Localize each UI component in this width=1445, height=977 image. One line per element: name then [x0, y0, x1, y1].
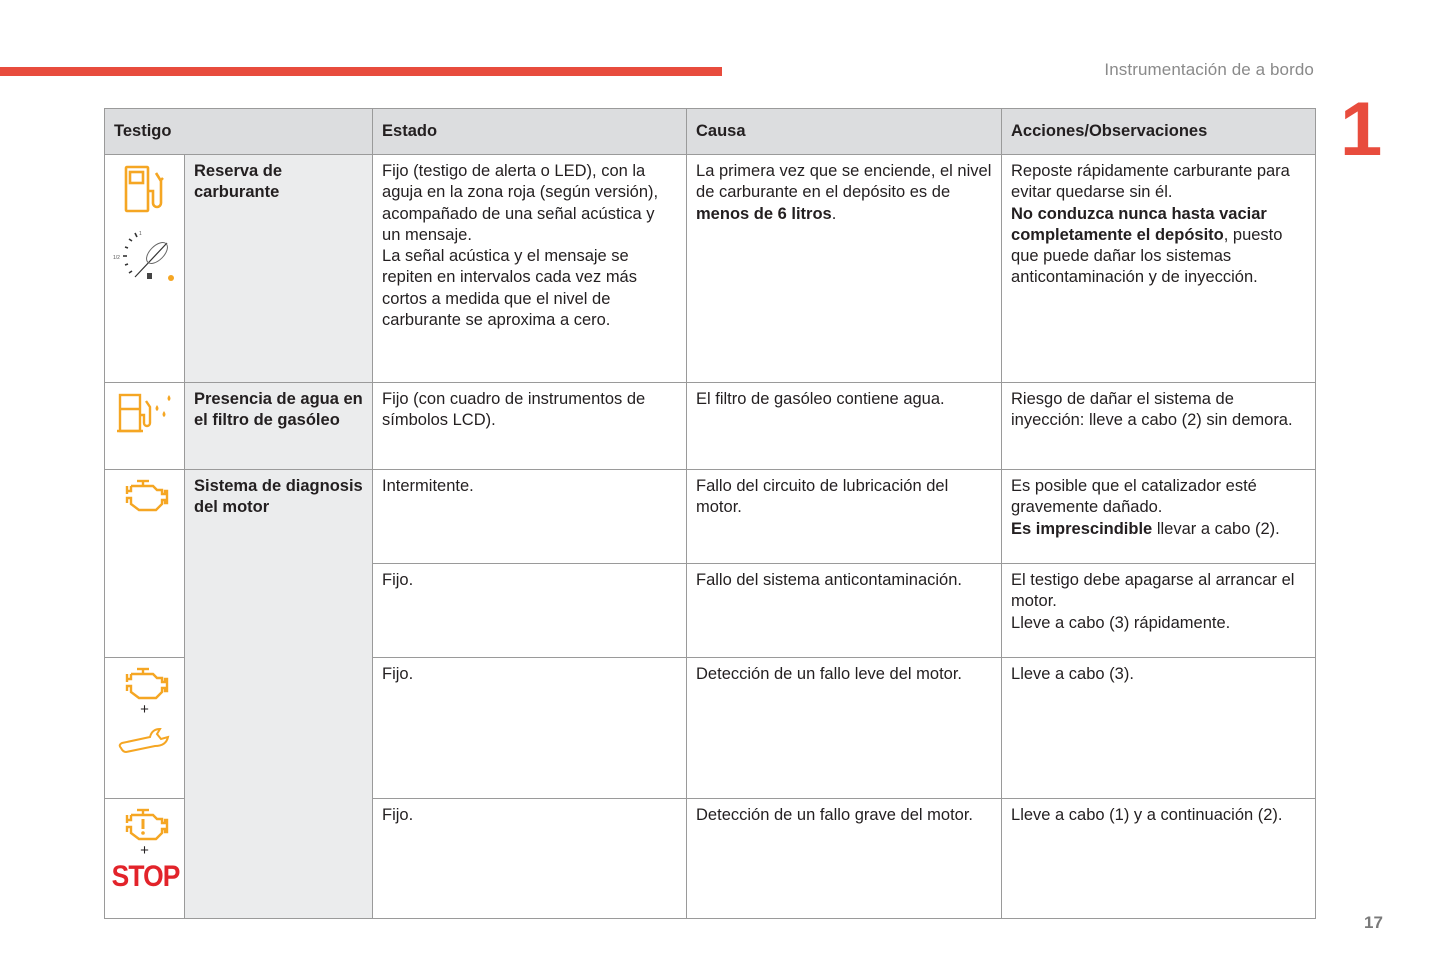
acciones-cell: Lleve a cabo (1) y a continuación (2). [1002, 799, 1316, 919]
causa-text: . [831, 204, 837, 223]
svg-text:1: 1 [138, 231, 142, 237]
table-row [105, 470, 1316, 564]
estado-cell: Fijo. [373, 799, 687, 919]
table-row [105, 155, 1316, 383]
engine-icon [107, 666, 182, 700]
acciones-text: llevar a cabo (2). [1152, 519, 1280, 538]
icon-cell [105, 470, 185, 658]
estado-text: La señal acústica y el mensaje se repiten en intervalos cada vez más cortos a medida que el nivel de carburante se aproxima a cero. [382, 247, 637, 330]
wrench-icon [107, 726, 182, 754]
causa-cell [687, 155, 1002, 383]
engine-icon [107, 478, 182, 512]
estado-text: Fijo (testigo de alerta o LED), con la aguja en la zona roja (según versión), acompañado de una señal acústica y un mensaje. [382, 162, 659, 244]
table-header-row [105, 109, 1316, 155]
acciones-text: El testigo debe apagarse al arrancar el motor. [1011, 571, 1295, 611]
causa-text: La primera vez que se enciende, el nivel de carburante en el depósito es de [696, 162, 992, 202]
column-header-testigo: Testigo [105, 109, 373, 155]
plus-sign: + [140, 701, 149, 718]
column-header-estado: Estado [373, 109, 687, 155]
estado-cell: Fijo (con cuadro de instrumentos de símbolos LCD). [373, 383, 687, 470]
plus-sign: + [140, 842, 149, 859]
warning-label: Reserva de carburante [185, 155, 373, 383]
acciones-text: Reposte rápidamente carburante para evitar quedarse sin él. [1011, 162, 1290, 202]
fuel-gauge-icon [107, 229, 182, 285]
warning-label: Sistema de diagnosis del motor [185, 470, 373, 919]
estado-cell: Fijo. [373, 564, 687, 658]
acciones-cell [1002, 470, 1316, 564]
chapter-number: 1 [1340, 87, 1383, 172]
estado-cell: Intermitente. [373, 470, 687, 564]
warning-label: Presencia de agua en el filtro de gasóleo [185, 383, 373, 470]
water-in-diesel-icon [107, 391, 182, 435]
estado-cell [373, 155, 687, 383]
acciones-cell: Lleve a cabo (3). [1002, 658, 1316, 799]
causa-cell: Fallo del circuito de lubricación del motor. [687, 470, 1002, 564]
causa-cell: Fallo del sistema anticontaminación. [687, 564, 1002, 658]
causa-cell: Detección de un fallo grave del motor. [687, 799, 1002, 919]
fuel-pump-icon [107, 163, 182, 215]
section-title: Instrumentación de a bordo [1104, 60, 1314, 79]
causa-emphasis: menos de 6 litros [696, 204, 832, 223]
acciones-text: , puesto que puede dañar los sistemas anticontaminación y de inyección. [1011, 225, 1283, 287]
svg-text:1/2: 1/2 [112, 255, 120, 261]
causa-cell: El filtro de gasóleo contiene agua. [687, 383, 1002, 470]
column-header-causa: Causa [687, 109, 1002, 155]
icon-cell [105, 155, 185, 383]
causa-cell: Detección de un fallo leve del motor. [687, 658, 1002, 799]
acciones-cell [1002, 155, 1316, 383]
estado-cell: Fijo. [373, 658, 687, 799]
icon-cell [105, 383, 185, 470]
table-row [105, 383, 1316, 470]
column-header-acciones: Acciones/Observaciones [1002, 109, 1316, 155]
acciones-cell [1002, 564, 1316, 658]
acciones-cell: Riesgo de dañar el sistema de inyección: lleve a cabo (2) sin demora. [1002, 383, 1316, 470]
acciones-emphasis: Es imprescindible [1011, 519, 1153, 538]
acciones-emphasis: No conduzca nunca hasta vaciar completamente el depósito [1011, 204, 1267, 244]
engine-warning-icon [107, 807, 182, 841]
icon-cell [105, 658, 185, 799]
page-number: 17 [1364, 913, 1383, 932]
header-accent-bar [0, 67, 722, 76]
acciones-text: Es posible que el catalizador esté gravemente dañado. [1011, 477, 1257, 517]
acciones-text: Lleve a cabo (3) rápidamente. [1011, 613, 1231, 632]
stop-icon: STOP [111, 860, 180, 893]
warning-lights-table [104, 108, 1316, 919]
icon-cell [105, 799, 185, 919]
